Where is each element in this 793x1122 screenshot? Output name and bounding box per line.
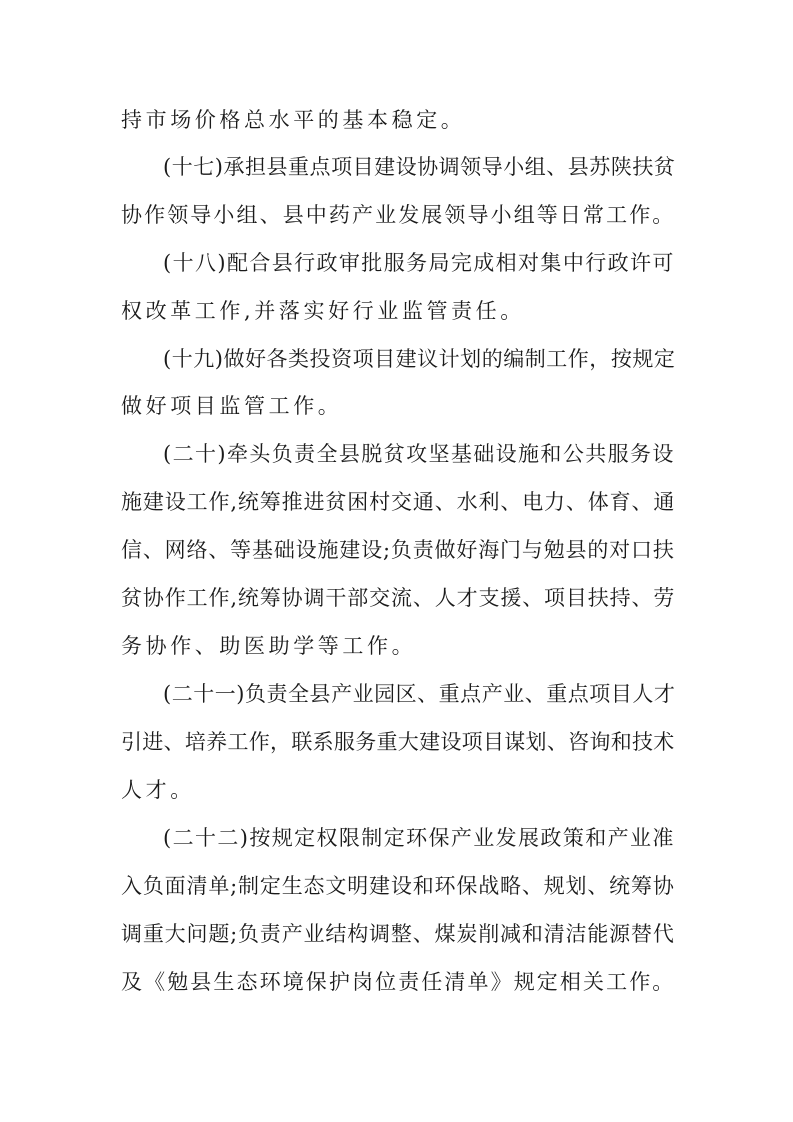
paragraph-21-line-3: 人才。 — [121, 778, 195, 802]
paragraph-20-line-1: (二十)牵头负责全县脱贫攻坚基础设施和公共服务设 — [163, 442, 675, 466]
paragraph-19-line-2: 做好项目监管工作。 — [121, 394, 343, 418]
text-line: 持市场价格总水平的基本稳定。 — [121, 108, 466, 132]
paragraph-21-line-2: 引进、培养工作，联系服务重大建设项目谋划、咨询和技术 — [121, 730, 675, 754]
paragraph-20-line-5: 务协作、助医助学等工作。 — [121, 634, 417, 658]
paragraph-22-line-1: (二十二)按规定权限制定环保产业发展政策和产业准 — [163, 826, 675, 850]
paragraph-21-line-1: (二十一)负责全县产业园区、重点产业、重点项目人才 — [163, 682, 676, 706]
paragraph-17-line-2: 协作领导小组、县中药产业发展领导小组等日常工作。 — [121, 203, 676, 227]
paragraph-22-line-3: 调重大问题;负责产业结构调整、煤炭削减和清洁能源替代 — [121, 922, 675, 946]
paragraph-18-line-1: (十八)配合县行政审批服务局完成相对集中行政许可 — [163, 251, 675, 275]
paragraph-19-line-1: (十九)做好各类投资项目建议计划的编制工作，按规定 — [163, 347, 676, 371]
paragraph-20-line-4: 贫协作工作,统筹协调干部交流、人才支援、项目扶持、劳 — [121, 586, 676, 610]
paragraph-18-line-2: 权改革工作,并落实好行业监管责任。 — [121, 299, 525, 323]
paragraph-22-line-2: 入负面清单;制定生态文明建设和环保战略、规划、统筹协 — [121, 874, 675, 898]
paragraph-20-line-2: 施建设工作,统筹推进贫困村交通、水利、电力、体育、通 — [121, 490, 676, 514]
paragraph-22-line-4: 及《勉县生态环境保护岗位责任清单》规定相关工作。 — [121, 970, 676, 994]
paragraph-17-line-1: (十七)承担县重点项目建设协调领导小组、县苏陕扶贫 — [163, 155, 676, 179]
paragraph-20-line-3: 信、网络、等基础设施建设;负责做好海门与勉县的对口扶 — [121, 538, 675, 562]
